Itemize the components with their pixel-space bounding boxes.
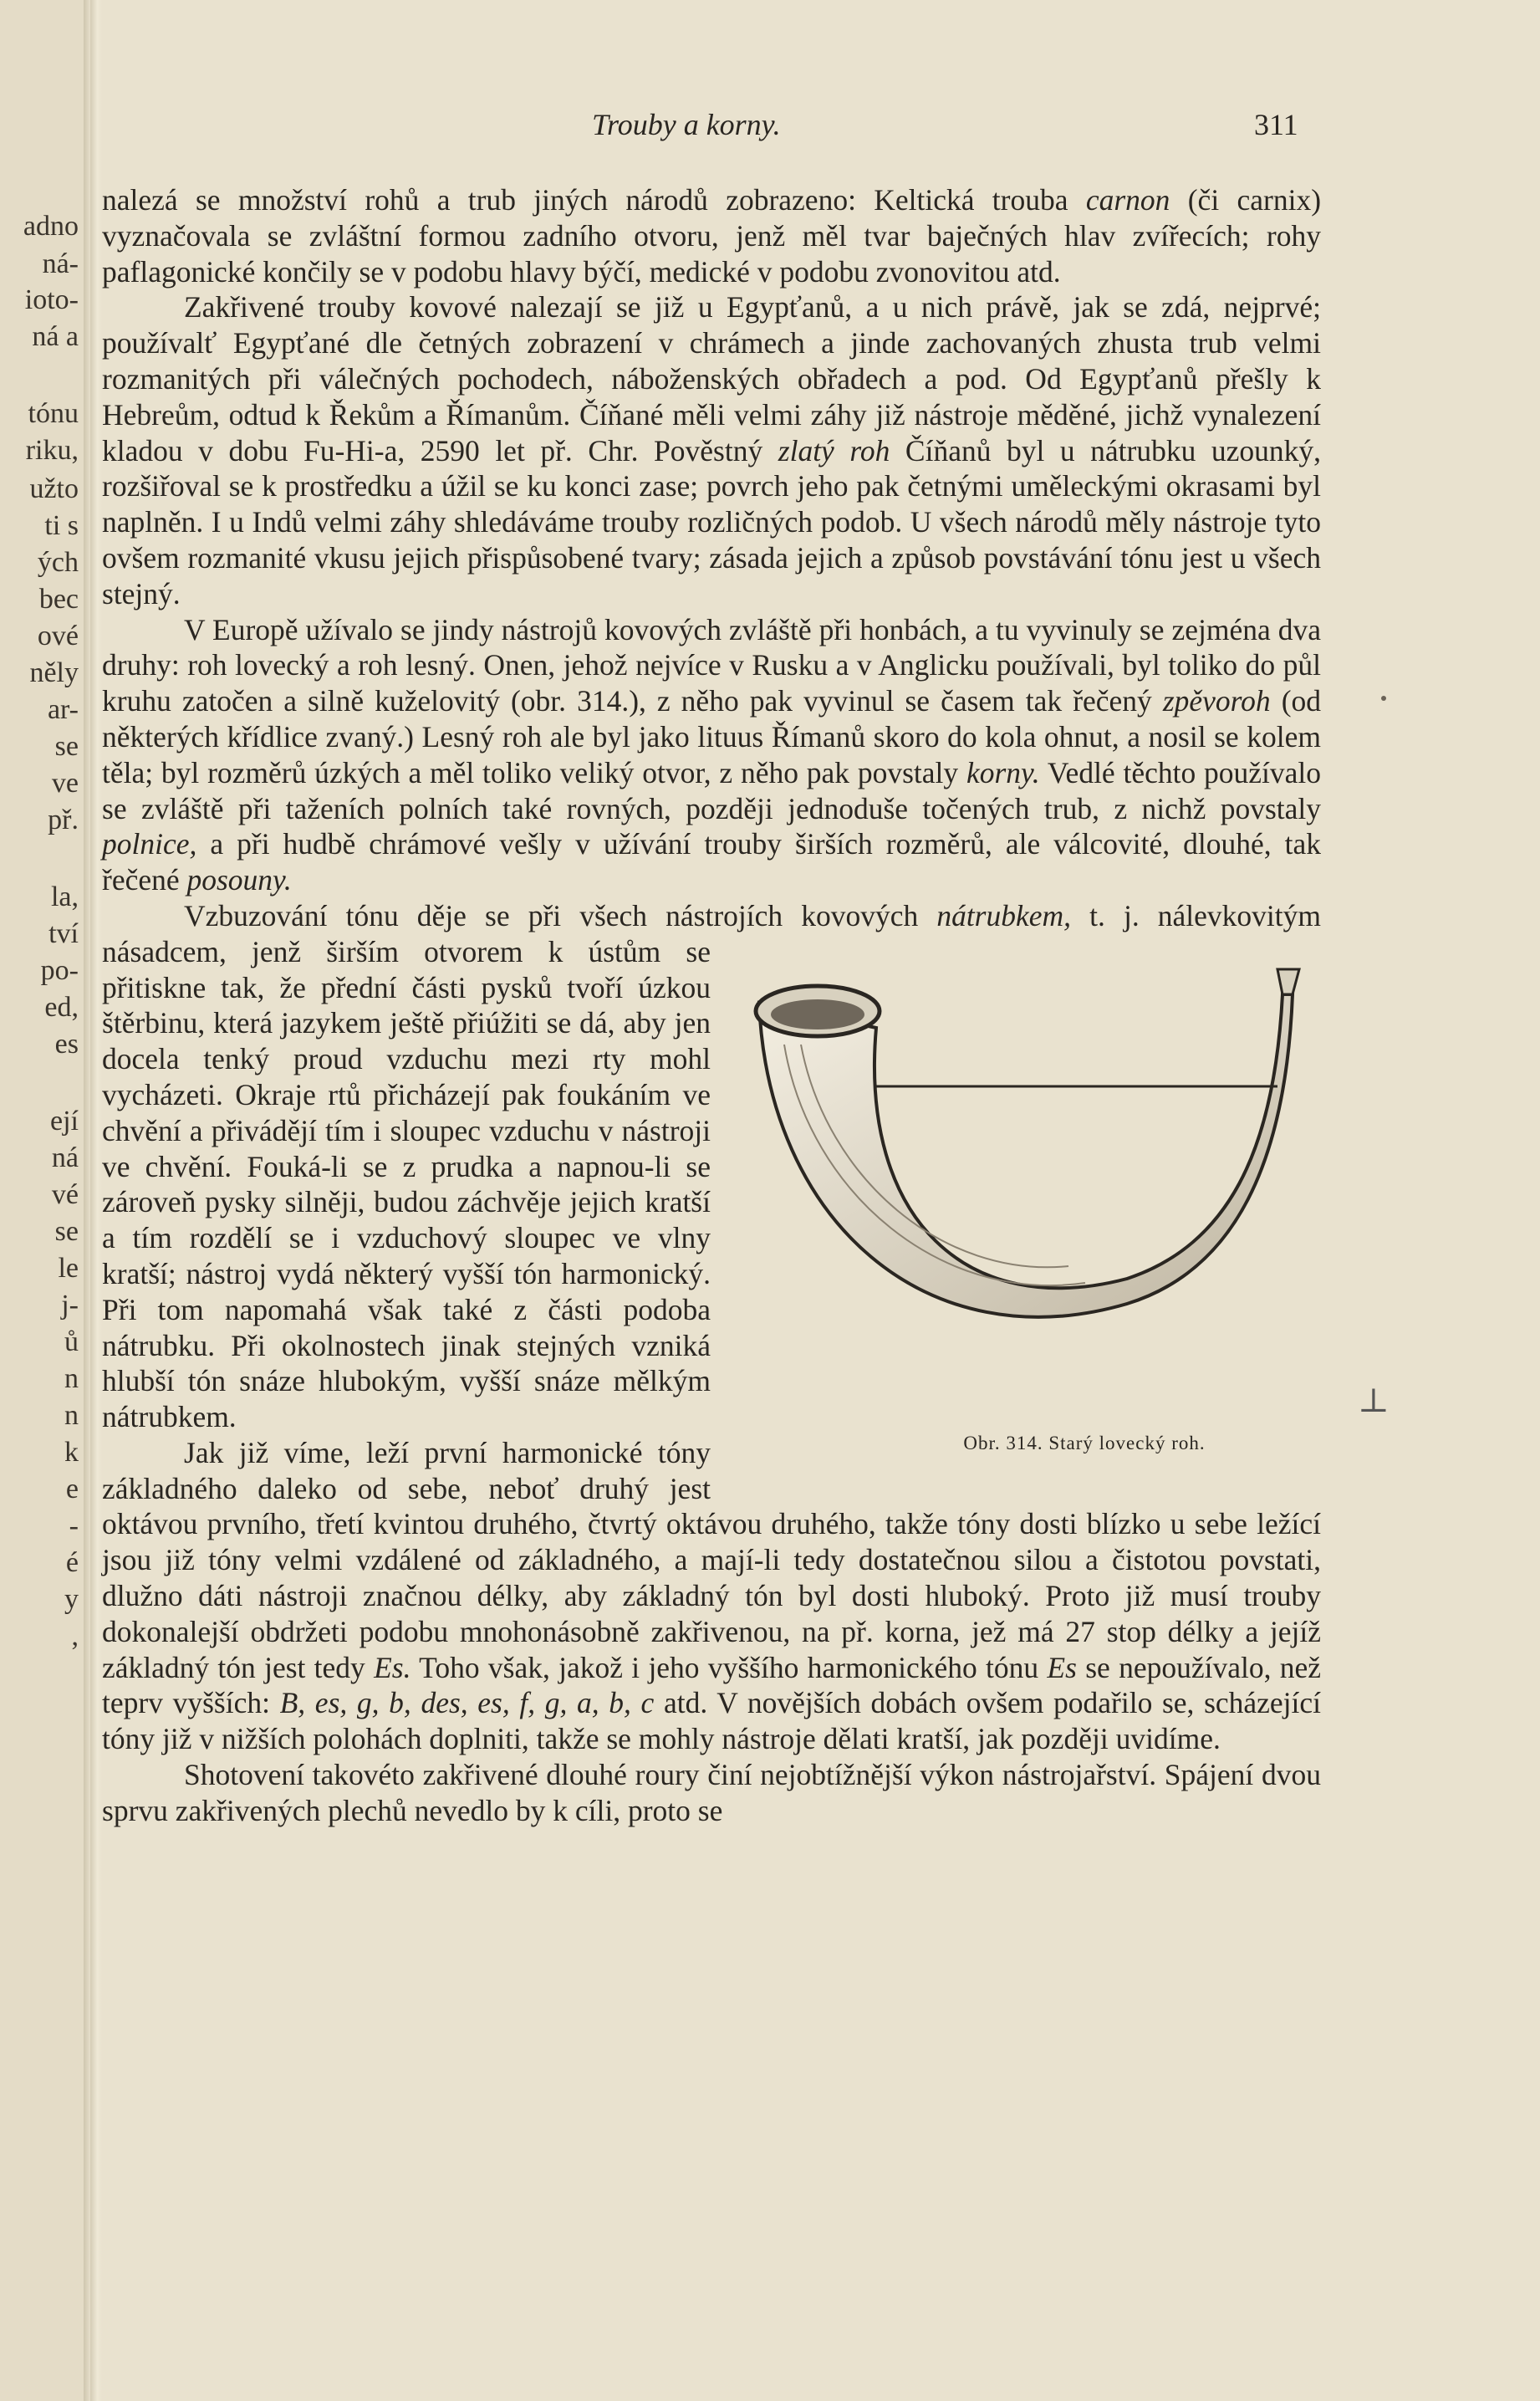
body-text	[102, 182, 1321, 1829]
previous-page-fragment: ejí	[50, 1106, 79, 1137]
hunting-horn-illustration	[734, 944, 1321, 1421]
previous-page-fragment: se	[54, 731, 79, 762]
previous-page-fragment: k	[64, 1437, 79, 1468]
previous-page-fragment: po-	[40, 955, 79, 986]
previous-page-fragment: ti s	[44, 510, 79, 541]
book-spine	[90, 0, 102, 2401]
figure-hunting-horn	[734, 944, 1321, 1479]
previous-page-fragment: ve	[51, 768, 79, 799]
page-edge-shadow	[84, 0, 90, 2401]
paragraph-1: nalezá se množství rohů a trub jiných národů zobrazeno: Keltická trouba carnon (či carnix) vyznačovala se zvláštní formou zadního otvoru, jenž měl tvar baječných hlav zvířecích; rohy paflagonické končily se v podobu hlavy býčí, medické v podobu zvonovitou atd.	[102, 183, 1322, 289]
previous-page-fragment: užto	[29, 473, 79, 504]
previous-page-fragment: ů	[64, 1326, 79, 1357]
previous-page-fragment: la,	[50, 881, 79, 912]
previous-page-fragment: ar-	[47, 694, 79, 725]
previous-page-fragment: ná	[51, 1142, 79, 1173]
book-page	[102, 0, 1540, 2401]
previous-page-fragment: ioto-	[24, 284, 79, 315]
previous-page-fragment: vé	[51, 1179, 79, 1210]
previous-page-fragment: adno	[23, 211, 79, 242]
previous-page-fragment: bec	[38, 584, 79, 615]
previous-page-fragment: es	[54, 1029, 79, 1060]
figure-caption: Obr. 314. Starý lovecký roh.	[963, 1432, 1206, 1453]
previous-page-fragment: tónu	[28, 398, 79, 429]
previous-page-fragment: riku,	[25, 435, 79, 466]
paragraph-3: V Europě užívalo se jindy nástrojů kovových zvláště při honbách, a tu vyvinuly se zejména dva druhy: roh lovecký a roh lesný. Onen, jehož nejvíce v Rusku a v Anglicku používali, byl toliko do půl kruhu zatočen a silně kuželovitý (obr. 314.), z něho pak vyvinul se časem tak řečený zpěvoroh (od některých křídlice zvaný.) Lesný roh ale byl jako lituus Římanů skoro do kola ohnut, a nosil se kolem těla; byl rozměrů úzkých a měl toliko veliký otvor, z něho pak povstaly korny. Vedlé těchto používalo se zvláště při taženích polních také rovných, později jednoduše točených trub, z nichž povstaly polnice, a při hudbě chrámové vešly v užívání trouby širších rozměrů, ale válcovité, dlouhé, tak řečené posouny.	[102, 612, 1322, 897]
previous-page-fragment: ých	[37, 547, 79, 578]
previous-page-fragment: ná a	[32, 321, 79, 352]
previous-page-fragment: n	[64, 1363, 79, 1394]
previous-page-fragment: -	[69, 1510, 79, 1541]
speck	[1381, 696, 1386, 701]
previous-page-edge	[0, 0, 90, 2401]
previous-page-fragment: ná-	[42, 248, 79, 279]
horn-body	[759, 994, 1293, 1317]
previous-page-fragment: tví	[48, 918, 79, 949]
page-number: 311	[1254, 108, 1298, 141]
previous-page-fragment: ,	[71, 1621, 79, 1652]
margin-mark: ⊥	[1358, 1382, 1390, 1420]
horn-bell-inner	[771, 999, 864, 1029]
previous-page-fragment: é	[65, 1547, 79, 1578]
paragraph-6: Shotovení takovéto zakřivené dlouhé roury činí nejobtížnější výkon nástrojařství. Spájení dvou sprvu zakřivených plechů nevedlo by k cíli, proto se	[102, 1758, 1321, 1827]
previous-page-fragment: ové	[37, 621, 79, 651]
paragraph-2: Zakřivené trouby kovové nalezají se již u Egypťanů, a u nich právě, jak se zdá, nejprvé; používalť Egypťané dle četných zobrazení v chrámech a jinde zachovaných zhusta trub velmi rozmanitých při válečných pochodech, náboženských obřadech a pod. Od Egypťanů přešly k Hebreům, odtud k Řekům a Římanům. Číňané měli velmi záhy již nástroje měděné, jichž vynalezení kladou v dobu Fu-Hi-a, 2590 let př. Chr. Pověstný zlatý roh Číňanů byl u nátrubku uzounký, rozšiřoval se k prostředku a úžil se ku konci zase; povrch jeho pak četnými uměleckými okrasami byl naplněn. I u Indů velmi záhy shledáváme trouby rozličných podob. U všech národů měly nástroje tyto ovšem rozmanité vkusu jejich přispůsobené tvary; zásada jejich a způsob povstávání tónu jest u všech stejný.	[102, 290, 1322, 610]
paragraph-4: Vzbuzování tónu děje se při všech nástrojích kovových nátrubkem, Obr. 314. Starý lovecký roh. t. j. nálevkovitým násadcem, jenž širším otvorem k ústům se přitiskne tak, že přední části pysků tvoří úzkou štěrbinu, která jazykem ještě přiúžiti se dá, aby jen docela tenký proud vzduchu mezi rty mohl vycházeti. Okraje rtů přicházejí pak foukáním ve chvění a přivádějí tím i sloupec vzduchu v nástroji ve chvění. Fouká-li se z prudka a napnou-li se zároveň pysky silněji, budou záchvěje jejich kratší a tím rozdělí se i vzduchový sloupec ve vlny kratší; nástroj vydá některý vyšší tón harmonický. Při tom napomahá však také z části podoba nátrubku. Při okolnostech jinak stejných vzniká hlubší tón snáze hlubokým, vyšší snáze mělkým nátrubkem.	[102, 898, 1321, 1435]
previous-page-fragment: př.	[48, 805, 79, 835]
paragraph-5: Jak již víme, leží první harmonické tóny základného daleko od sebe, neboť druhý jest oktávou prvního, třetí kvintou druhého, čtvrtý oktávou druhého, takže tóny dosti blízko u sebe ležící jsou již tóny velmi vzdálené od základného, a mají-li tedy dostatečnou silou a čistotou povstati, dlužno dáti nástroji značnou délky, aby základný tón byl dosti hluboký. Proto již musí trouby dokonalejší obdržeti podobu mnohonásobně zakřivenou, na př. korna, jež má 27 stop délky a jejíž základný tón jest tedy Es. Toho však, jakož i jeho vyššího harmonického tónu Es se nepoužívalo, než teprv vyšších: B, es, g, b, des, es, f, g, a, b, c atd. V novějších dobách ovšem podařilo se, scházející tóny již v nižších polohách doplniti, takže se mohly nástroje dělati kratší, jak později uvidíme.	[102, 1435, 1322, 1756]
previous-page-fragment: n	[64, 1400, 79, 1431]
previous-page-fragment: y	[64, 1584, 79, 1615]
horn-mouthpiece	[1277, 969, 1299, 994]
previous-page-fragment: e	[65, 1474, 79, 1504]
previous-page-fragment: le	[58, 1253, 79, 1284]
previous-page-fragment: ed,	[44, 992, 79, 1023]
running-title: Trouby a korny.	[592, 108, 781, 141]
previous-page-fragment: j-	[61, 1290, 79, 1321]
previous-page-fragment: něly	[29, 657, 79, 688]
previous-page-fragment: se	[54, 1216, 79, 1247]
